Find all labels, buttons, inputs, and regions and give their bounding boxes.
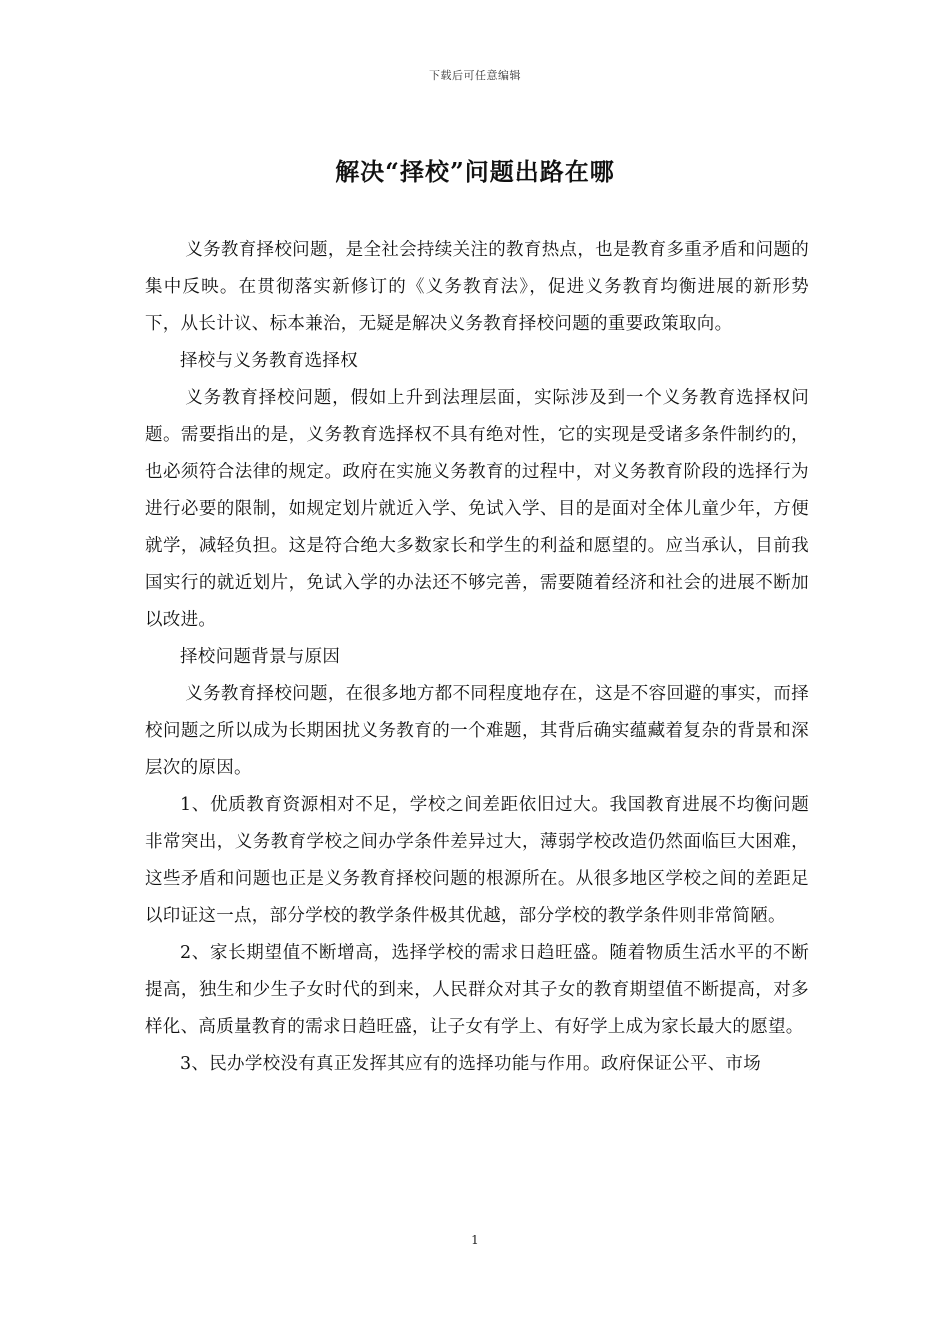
paragraph-background: 义务教育择校问题，在很多地方都不同程度地存在，这是不容回避的事实，而择校问题之所以成为长期困扰义务教育的一个难题，其背后确实蕴藏着复杂的背景和深层次的原因。 bbox=[145, 684, 809, 778]
paragraph-point-1: 1、优质教育资源相对不足，学校之间差距依旧过大。我国教育进展不均衡问题非常突出，义务教育学校之间办学条件差异过大，薄弱学校改造仍然面临巨大困难，这些矛盾和问题也正是义务教育择校问题的根源所在。从很多地区学校之间的差距足以印证这一点，部分学校的教学条件极其优越，部分学校的教学条件则非常简陋。 bbox=[145, 795, 809, 926]
section-heading-background: 择校问题背景与原因 bbox=[180, 647, 341, 667]
paragraph-point-2: 2、家长期望值不断增高，选择学校的需求日趋旺盛。随着物质生活水平的不断提高，独生和少生子女时代的到来，人民群众对其子女的教育期望值不断提高，对多样化、高质量教育的需求日趋旺盛，让子女有学上、有好学上成为家长最大的愿望。 bbox=[145, 943, 809, 1037]
document-body bbox=[145, 232, 809, 1083]
page-number: 1 bbox=[471, 1233, 479, 1247]
header-note: 下载后可任意编辑 bbox=[429, 69, 521, 82]
paragraph-choice-right: 义务教育择校问题，假如上升到法理层面，实际涉及到一个义务教育选择权问题。需要指出的是，义务教育选择权不具有绝对性，它的实现是受诸多条件制约的，也必须符合法律的规定。政府在实施义务教育的过程中，对义务教育阶段的选择行为进行必要的限制，如规定划片就近入学、免试入学、目的是面对全体儿童少年，方便就学，减轻负担。这是符合绝大多数家长和学生的利益和愿望的。应当承认，目前我国实行的就近划片，免试入学的办法还不够完善，需要随着经济和社会的进展不断加以改进。 bbox=[145, 388, 809, 630]
section-heading-choice-right: 择校与义务教育选择权 bbox=[180, 351, 358, 371]
paragraph-intro: 义务教育择校问题，是全社会持续关注的教育热点，也是教育多重矛盾和问题的集中反映。在贯彻落实新修订的《义务教育法》，促进义务教育均衡进展的新形势下，从长计议、标本兼治，无疑是解决义务教育择校问题的重要政策取向。 bbox=[145, 240, 809, 334]
document-title: 解决“择校”问题出路在哪 bbox=[335, 157, 615, 186]
paragraph-point-3: 3、民办学校没有真正发挥其应有的选择功能与作用。政府保证公平、市场 bbox=[180, 1054, 762, 1074]
